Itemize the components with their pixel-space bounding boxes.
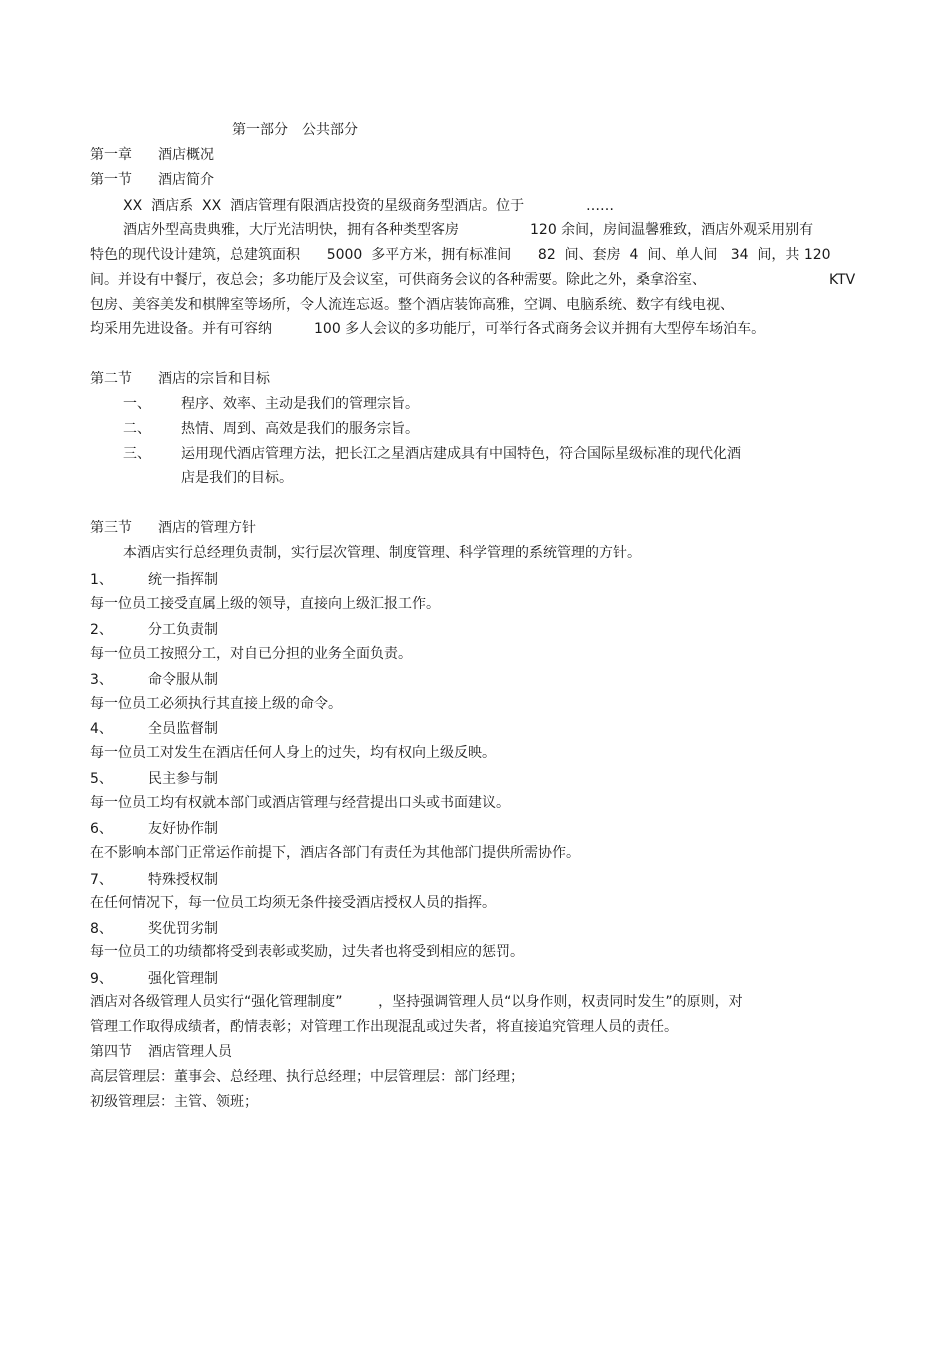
section-number: 第三节 [90,520,132,536]
section-title: 酒店管理人员 [148,1044,232,1060]
policy-description: 每一位员工必须执行其直接上级的命令。 [90,696,342,712]
policy-number: 4、 [90,721,113,737]
policy-description: 在不影响本部门正常运作前提下，酒店各部门有责任为其他部门提供所需协作。 [90,845,580,861]
policy-description: 酒店对各级管理人员实行“强化管理制度” ，坚持强调管理人员“以身作则，权责同时发生”的原则，对 [90,994,743,1010]
policy-title: 特殊授权制 [148,872,218,888]
policy-number: 5、 [90,771,113,787]
policy-description: 每一位员工按照分工，对自已分担的业务全面负责。 [90,646,412,662]
section-title: 酒店的管理方针 [158,520,256,536]
list-item-text: 运用现代酒店管理方法，把长江之星酒店建成具有中国特色，符合国际星级标准的现代化酒 [181,446,741,462]
section-number: 第四节 [90,1044,132,1060]
management-line: 初级管理层：主管、领班； [90,1094,258,1110]
policy-description-cont: 管理工作取得成绩者，酌情表彰；对管理工作出现混乱或过失者，将直接追究管理人员的责任。 [90,1019,678,1035]
policy-description: 每一位员工接受直属上级的领导，直接向上级汇报工作。 [90,596,440,612]
paragraph-line: 特色的现代设计建筑，总建筑面积 5000 多平方米，拥有标准间 82 间、套房 4 间、单人间 34 间，共 120 [90,247,831,263]
policy-number: 9、 [90,971,113,987]
policy-title: 强化管理制 [148,971,218,987]
policy-title: 命令服从制 [148,672,218,688]
paragraph-line: 120 余间，房间温馨雅致，酒店外观采用别有 [530,222,814,238]
list-item-text-cont: 店是我们的目标。 [181,470,293,486]
part-title: 第一部分 公共部分 [232,122,358,138]
paragraph-line: 均采用先进设备。并有可容纳 [90,321,272,337]
policy-title: 友好协作制 [148,821,218,837]
policy-number: 1、 [90,572,113,588]
policy-number: 2、 [90,622,113,638]
policy-number: 3、 [90,672,113,688]
policy-number: 6、 [90,821,113,837]
policy-description: 每一位员工对发生在酒店任何人身上的过失，均有权向上级反映。 [90,745,496,761]
management-line: 高层管理层：董事会、总经理、执行总经理；中层管理层：部门经理； [90,1069,524,1085]
policy-description: 每一位员工均有权就本部门或酒店管理与经营提出口头或书面建议。 [90,795,510,811]
ellipsis: …… [586,198,614,214]
chapter-title: 酒店概况 [158,147,214,163]
policy-number: 8、 [90,921,113,937]
policy-title: 分工负责制 [148,622,218,638]
list-item-number: 三、 [123,446,151,462]
policy-number: 7、 [90,872,113,888]
paragraph-line: 100 多人会议的多功能厅，可举行各式商务会议并拥有大型停车场泊车。 [314,321,766,337]
paragraph-line: KTV [829,272,856,288]
policy-title: 统一指挥制 [148,572,218,588]
section-title: 酒店的宗旨和目标 [158,371,270,387]
policy-title: 全员监督制 [148,721,218,737]
list-item-text: 程序、效率、主动是我们的管理宗旨。 [181,396,419,412]
list-item-number: 一、 [123,396,151,412]
policy-description: 每一位员工的功绩都将受到表彰或奖励，过失者也将受到相应的惩罚。 [90,944,524,960]
policy-title: 民主参与制 [148,771,218,787]
policy-description: 在任何情况下，每一位员工均须无条件接受酒店授权人员的指挥。 [90,895,496,911]
chapter-number: 第一章 [90,147,132,163]
section-title: 酒店简介 [158,172,214,188]
paragraph-line: XX 酒店系 XX 酒店管理有限酒店投资的星级商务型酒店。位于 [123,198,525,214]
section-number: 第二节 [90,371,132,387]
paragraph-line: 酒店外型高贵典雅，大厅光洁明快，拥有各种类型客房 [123,222,459,238]
list-item-number: 二、 [123,421,151,437]
policy-title: 奖优罚劣制 [148,921,218,937]
section-intro: 本酒店实行总经理负责制，实行层次管理、制度管理、科学管理的系统管理的方针。 [123,545,641,561]
section-number: 第一节 [90,172,132,188]
paragraph-line: 包房、美容美发和棋牌室等场所，令人流连忘返。整个酒店装饰高雅，空调、电脑系统、数字有线电视、 [90,297,734,313]
list-item-text: 热情、周到、高效是我们的服务宗旨。 [181,421,419,437]
paragraph-line: 间。并设有中餐厅，夜总会；多功能厅及会议室，可供商务会议的各种需要。除此之外，桑拿浴室、 [90,272,706,288]
